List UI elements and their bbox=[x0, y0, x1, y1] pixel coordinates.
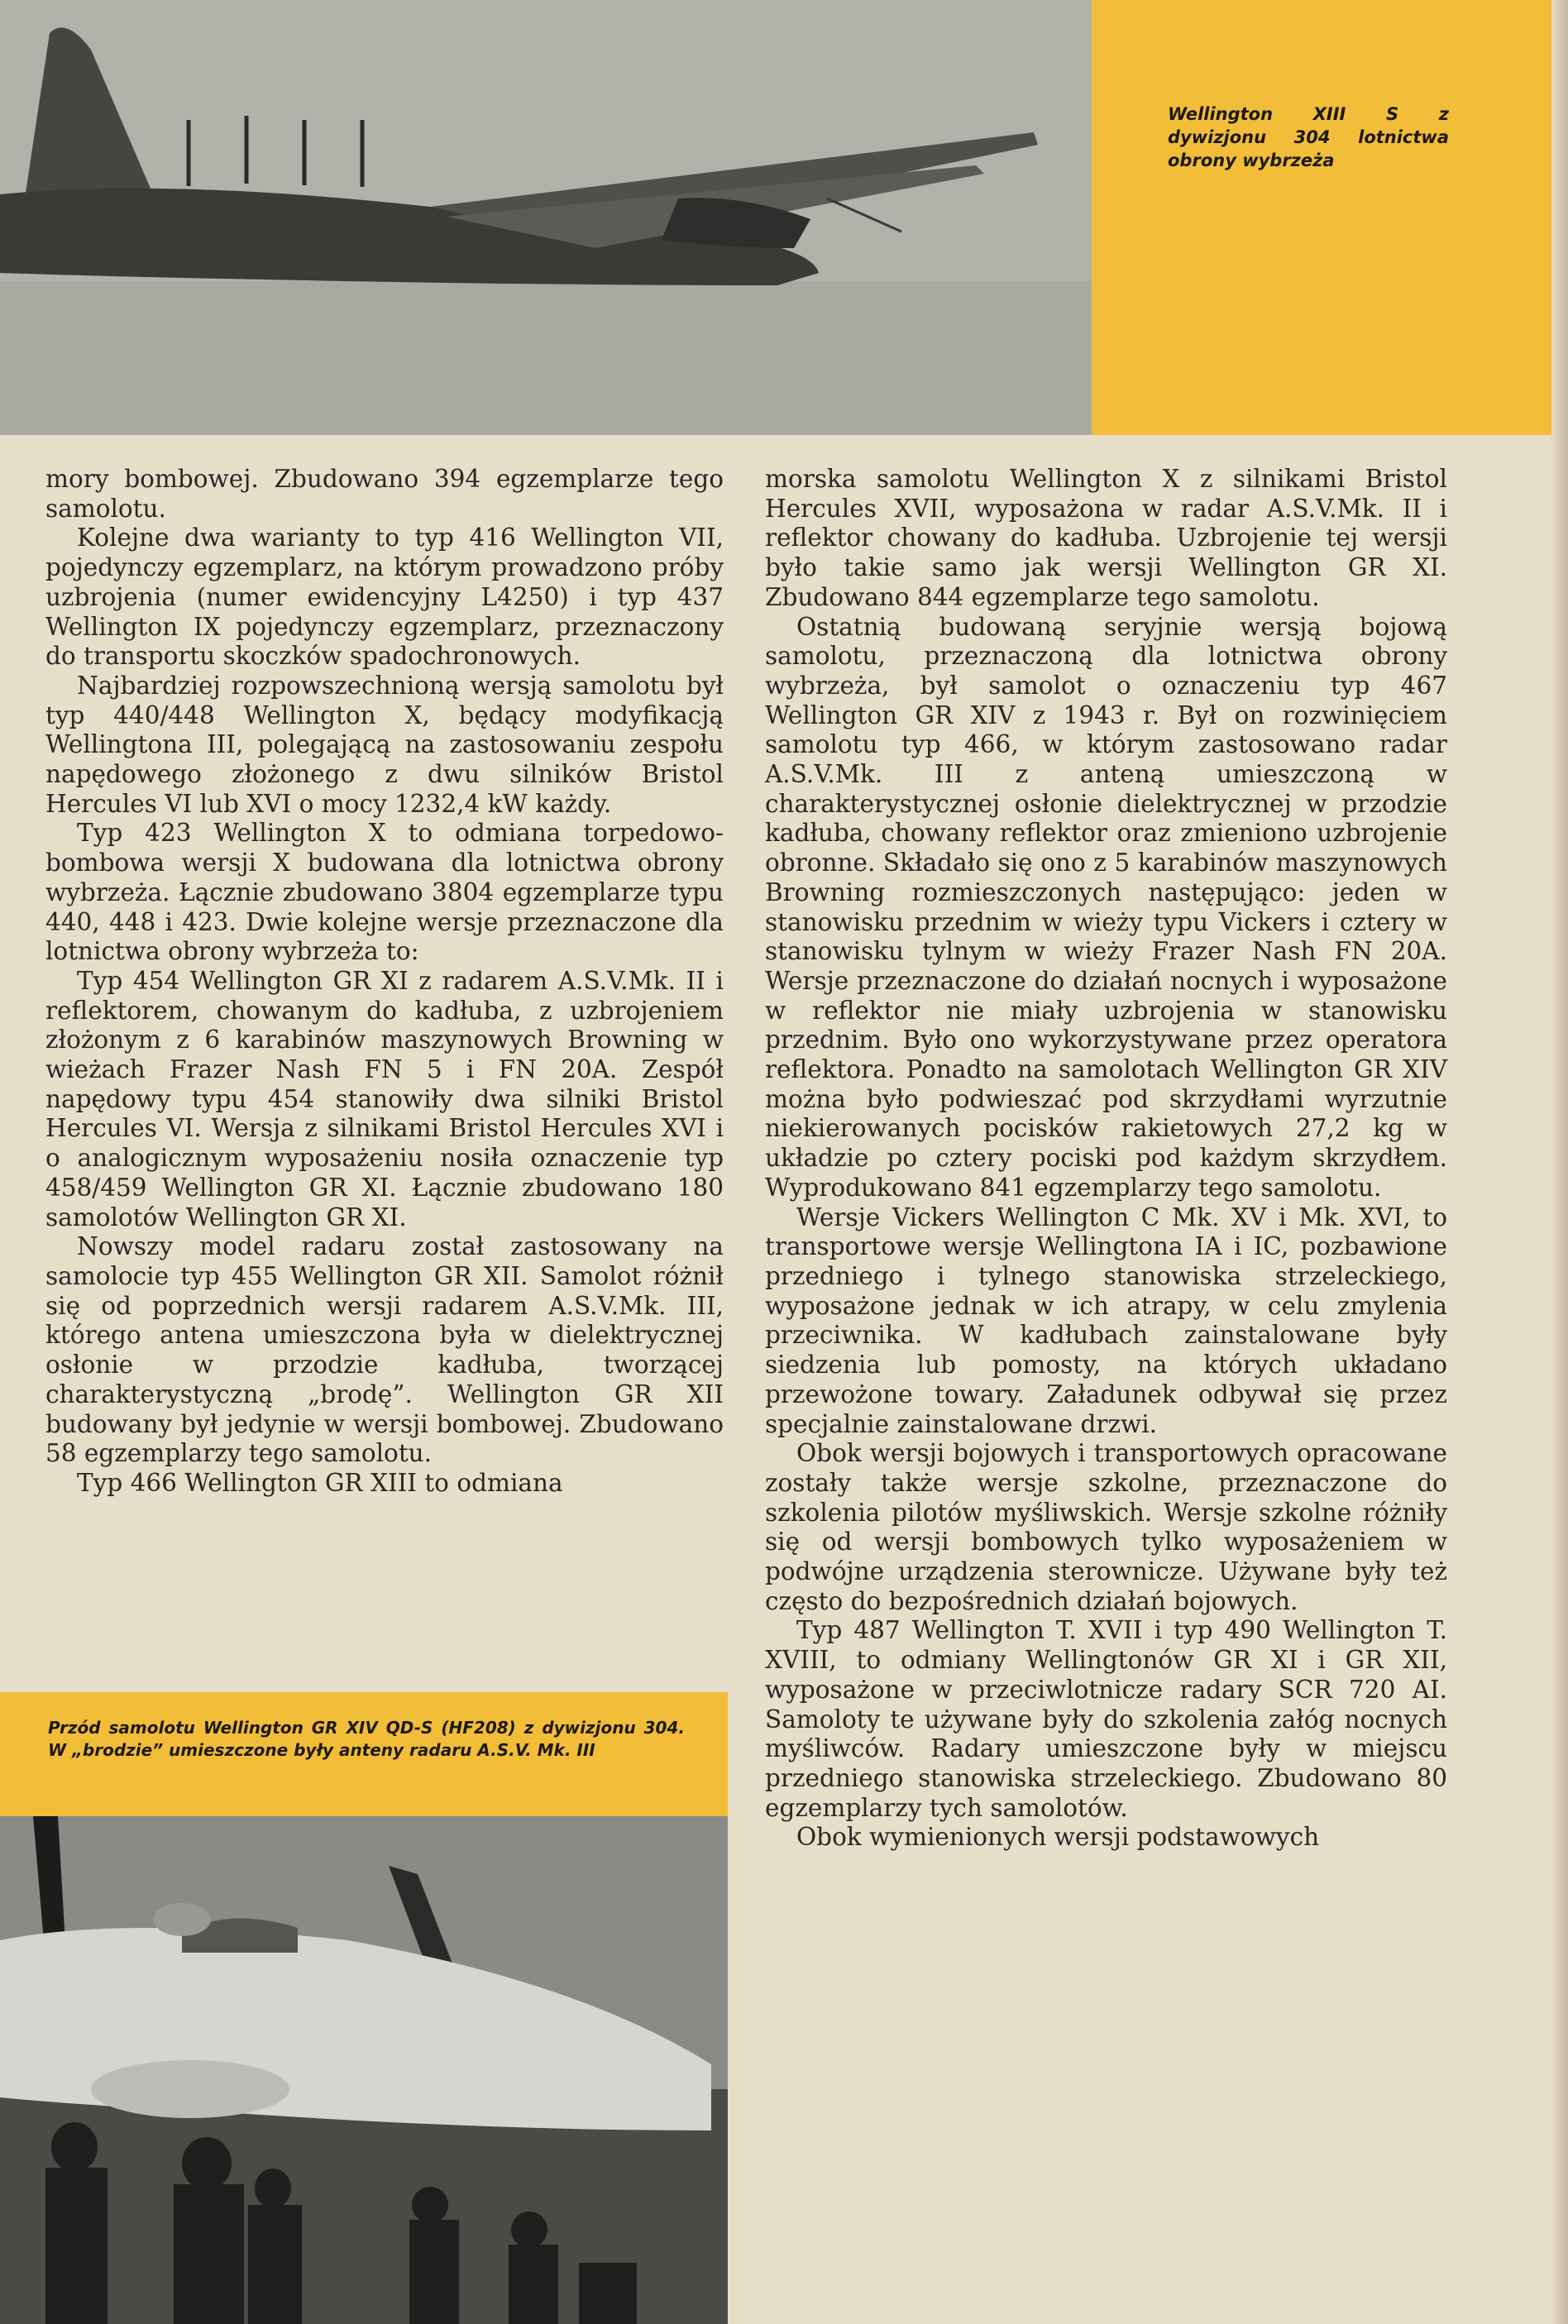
aircraft-photo-top bbox=[0, 0, 1092, 435]
paragraph: Obok wersji bojowych i transportowych opracowane zostały także wersje szkolne, przeznaczone do szkolenia pilotów myśliwskich. Wersje szkolne różniły się od wersji bombowych tylko wyposażeniem w podwójne urządzenia sterownicze. Używane były też często do bezpośrednich działań bojowych. bbox=[765, 1439, 1447, 1615]
caption-box-top bbox=[1092, 0, 1551, 435]
text-column-right bbox=[765, 465, 1447, 1853]
paragraph: Typ 423 Wellington X to odmiana torpedowo-bombowa wersji X budowana dla lotnictwa obrony wybrzeża. Łącznie zbudowano 3804 egzemplarze typu 440, 448 i 423. Dwie kolejne wersje przeznaczone dla lotnictwa obrony wybrzeża to: bbox=[45, 819, 724, 966]
paragraph: Typ 466 Wellington GR XIII to odmiana bbox=[77, 1468, 563, 1497]
paragraph: Nowszy model radaru został zastosowany na samolocie typ 455 Wellington GR XII. Samolot różnił się od poprzednich wersji radarem A.S.V.Mk. III, którego antena umieszczona była w dielektrycznej osłonie w przodzie kadłuba, tworzącej charakterystyczną „brodę”. Wellington GR XII budowany był jedynie w wersji bombowej. Zbudowano 58 egzemplarzy tego samolotu. bbox=[45, 1232, 724, 1468]
paragraph: Najbardziej rozpowszechnioną wersją samolotu był typ 440/448 Wellington X, będący modyfikacją Wellingtona III, polegającą na zastosowaniu zespołu napędowego złożonego z dwu silników Bristol Hercules VI lub XVI o mocy 1232,4 kW każdy. bbox=[45, 671, 724, 818]
text-column-left bbox=[45, 465, 724, 1499]
photo-wellington-in-flight bbox=[0, 0, 1092, 435]
caption-box-bottom bbox=[0, 1692, 728, 1816]
paragraph: mory bombowej. Zbudowano 394 egzemplarze tego samolotu. bbox=[45, 465, 724, 523]
page-edge-shadow bbox=[1550, 0, 1568, 2324]
paragraph: Obok wymienionych wersji podstawowych bbox=[796, 1823, 1320, 1852]
paragraph: Typ 487 Wellington T. XVII i typ 490 Wellington T. XVIII, to odmiany Wellingtonów GR XI i GR XII, wyposażone w przeciwlotnicze radary SCR 720 AI. Samoloty te używane były do szkolenia załóg nocnych myśliwców. Radary umieszczone były w miejscu przedniego stanowiska strzeleckiego. Zbudowano 80 egzemplarzy tych samolotów. bbox=[765, 1616, 1447, 1822]
caption-top-text: Wellington XIII S z dywizjonu 304 lotnictwa obrony wybrzeża bbox=[1168, 104, 1449, 170]
aircraft-photo-bottom bbox=[0, 1816, 728, 2324]
paragraph: Typ 454 Wellington GR XI z radarem A.S.V.Mk. II i reflektorem, chowanym do kadłuba, z uzbrojeniem złożonym z 6 karabinów maszynowych Browning w wieżach Frazer Nash FN 5 i FN 20A. Zespół napędowy typu 454 stanowiły dwa silniki Bristol Hercules VI. Wersja z silnikami Bristol Hercules XVI i o analogicznym wyposażeniu nosiła oznaczenie typ 458/459 Wellington GR XI. Łącznie zbudowano 180 samolotów Wellington GR XI. bbox=[45, 966, 724, 1231]
caption-bottom-text: Przód samolotu Wellington GR XIV QD-S (HF208) z dywizjonu 304. W „brodzie” umieszczone były anteny radaru A.S.V. Mk. III bbox=[48, 1718, 685, 1760]
photo-wellington-nose bbox=[0, 1816, 728, 2324]
paragraph: Kolejne dwa warianty to typ 416 Wellington VII, pojedynczy egzemplarz, na którym prowadzono próby uzbrojenia (numer ewidencyjny L4250) i typ 437 Wellington IX pojedynczy egzemplarz, przeznaczony do transportu skoczków spadochronowych. bbox=[45, 524, 724, 671]
paragraph: Wersje Vickers Wellington C Mk. XV i Mk. XVI, to transportowe wersje Wellingtona IA i IC, pozbawione przedniego i tylnego stanowiska strzeleckiego, wyposażone jednak w ich atrapy, w celu zmylenia przeciwnika. W kadłubach zainstalowane były siedzenia lub pomosty, na których układano przewożone towary. Załadunek odbywał się przez specjalnie zainstalowane drzwi. bbox=[765, 1203, 1447, 1438]
paragraph: morska samolotu Wellington X z silnikami Bristol Hercules XVII, wyposażona w radar A.S.V.Mk. II i reflektor chowany do kadłuba. Uzbrojenie tej wersji było takie samo jak wersji Wellington GR XI. Zbudowano 844 egzemplarze tego samolotu. bbox=[765, 465, 1447, 611]
paragraph: Ostatnią budowaną seryjnie wersją bojową samolotu, przeznaczoną dla lotnictwa obrony wybrzeża, był samolot o oznaczeniu typ 467 Wellington GR XIV z 1943 r. Był on rozwinięciem samolotu typ 466, w którym zastosowano radar A.S.V.Mk. III z anteną umieszczoną w charakterystycznej osłonie dielektrycznej w przodzie kadłuba, chowany reflektor oraz zmieniono uzbrojenie obronne. Składało się ono z 5 karabinów maszynowych Browning rozmieszczonych następująco: jeden w stanowisku przednim w wieży typu Vickers i cztery w stanowisku tylnym w wieży Frazer Nash FN 20A. Wersje przeznaczone do działań nocnych i wyposażone w reflektor nie miały uzbrojenia w stanowisku przednim. Było ono wykorzystywane przez operatora reflektora. Ponadto na samolotach Wellington GR XIV można było podwieszać pod skrzydłami wyrzutnie niekierowanych pocisków rakietowych 27,2 kg w układzie po cztery pociski pod każdym skrzydłem. Wyprodukowano 841 egzemplarzy tego samolotu. bbox=[765, 612, 1447, 1202]
